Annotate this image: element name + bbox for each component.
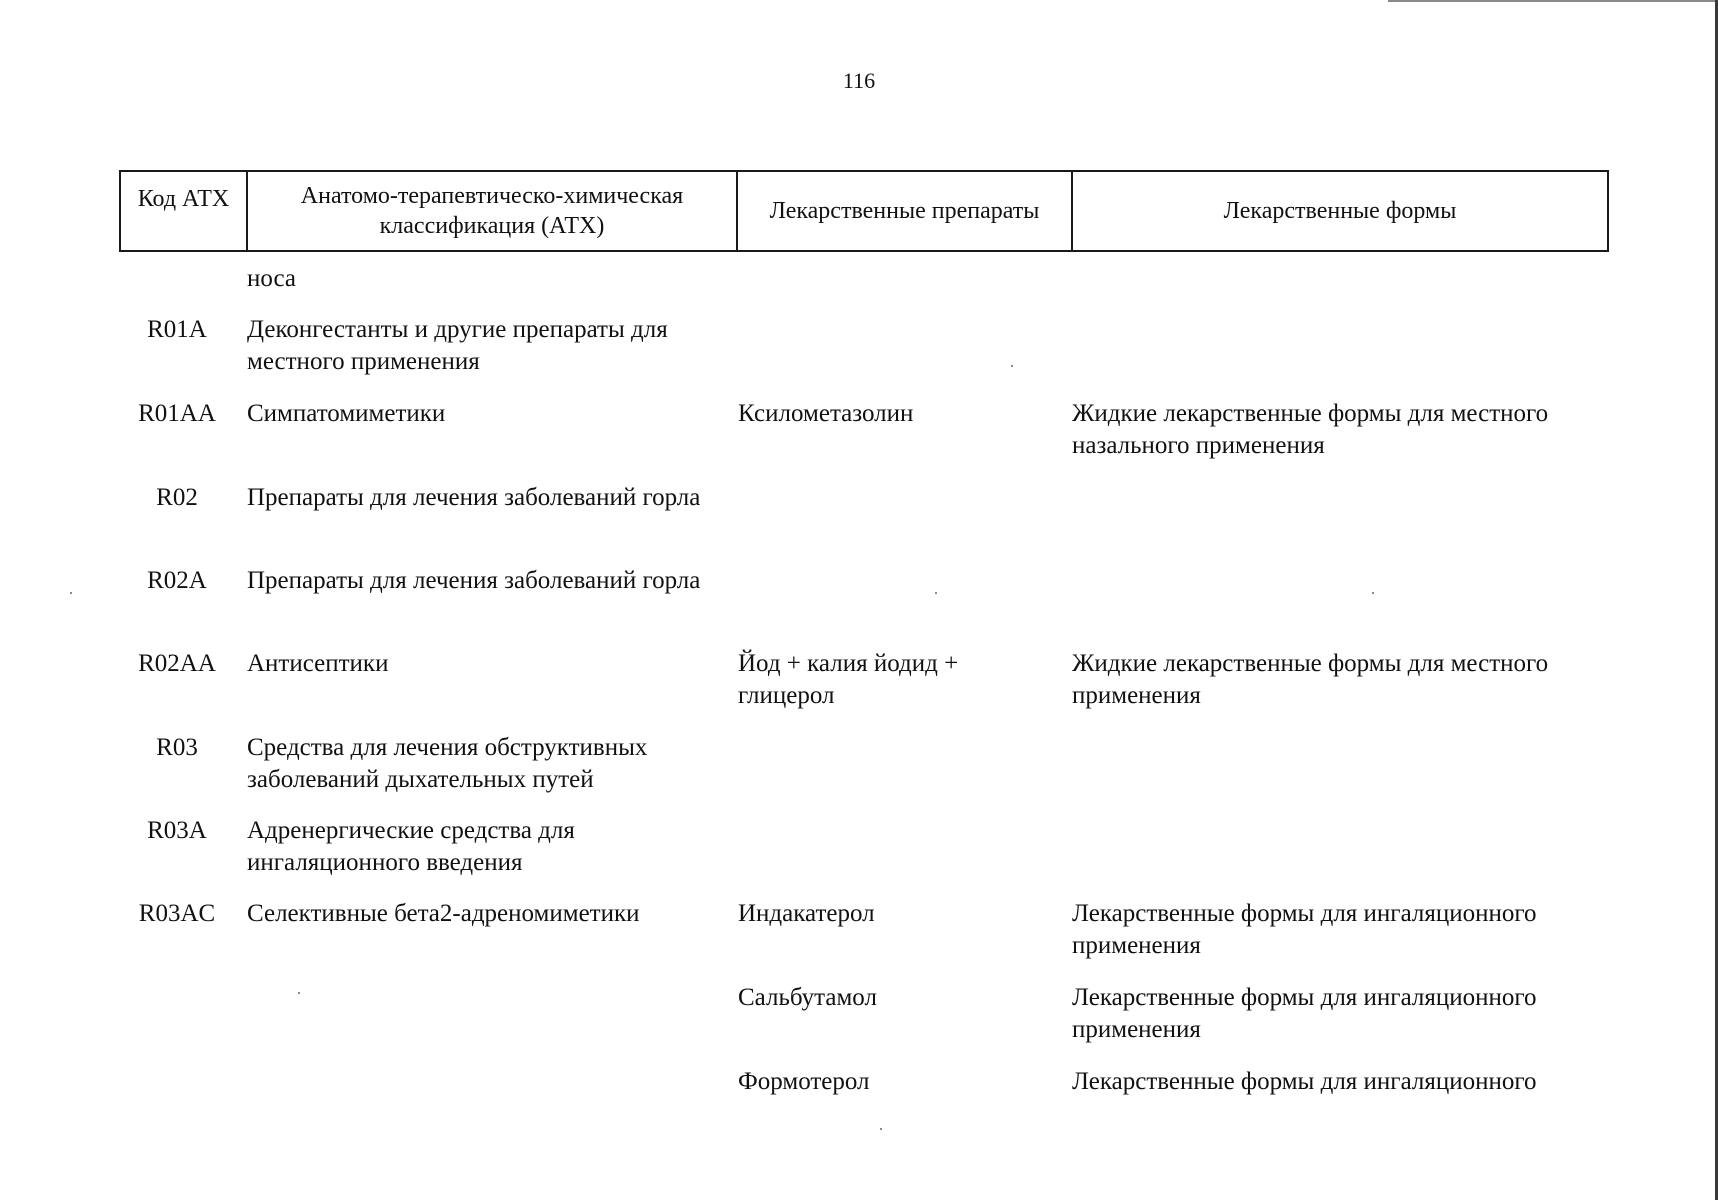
row-atc: Препараты для лечения заболеваний горла bbox=[247, 567, 701, 594]
scan-speck bbox=[1011, 365, 1013, 367]
row-atc: Адренергические средства для ингаляционного введения bbox=[247, 817, 575, 876]
row-form: Жидкие лекарственные формы для местного назального применения bbox=[1072, 400, 1549, 459]
row-drug: Йод + калия йодид + глицерол bbox=[738, 650, 959, 709]
row-code: R01A bbox=[147, 316, 207, 343]
row-code: R02A bbox=[147, 567, 207, 594]
scan-speck bbox=[1372, 592, 1374, 594]
row-code: R02 bbox=[156, 484, 198, 511]
row-atc: Деконгестанты и другие препараты для местного применения bbox=[247, 316, 668, 375]
row-code: R03A bbox=[147, 817, 207, 844]
row-drug: Сальбутамол bbox=[738, 984, 877, 1011]
header-code: Код АТХ bbox=[121, 172, 248, 250]
scan-speck bbox=[880, 1128, 882, 1130]
scan-speck bbox=[935, 592, 937, 594]
row-form: Жидкие лекарственные формы для местного применения bbox=[1072, 650, 1549, 709]
row-atc: Препараты для лечения заболеваний горла bbox=[247, 484, 701, 511]
row-code: R01AA bbox=[138, 400, 216, 427]
row-atc: Средства для лечения обструктивных заболеваний дыхательных путей bbox=[247, 734, 648, 793]
row-drug: Индакатерол bbox=[738, 900, 875, 927]
row-atc: Антисептики bbox=[247, 650, 389, 677]
row-form: Лекарственные формы для ингаляционного применения bbox=[1072, 900, 1537, 959]
row-atc: Селективные бета2-адреномиметики bbox=[247, 900, 640, 927]
row-form: Лекарственные формы для ингаляционного применения bbox=[1072, 984, 1537, 1043]
row-code: R03AC bbox=[138, 900, 216, 927]
scan-speck bbox=[70, 592, 72, 594]
header-dosage-forms: Лекарственные формы bbox=[1223, 198, 1457, 224]
header-drugs: Лекарственные препараты bbox=[738, 172, 1073, 250]
row-code: R03 bbox=[156, 734, 198, 761]
page-number: 116 bbox=[842, 68, 876, 93]
row-drug: Ксилометазолин bbox=[738, 400, 914, 427]
row-drug: Формотерол bbox=[738, 1068, 870, 1095]
row-code: R02AA bbox=[138, 650, 216, 677]
row-form: Лекарственные формы для ингаляционного bbox=[1072, 1068, 1537, 1095]
scan-speck bbox=[298, 992, 300, 994]
row-atc: носа bbox=[247, 265, 296, 292]
header-atc-classification: Анатомо-терапевтическо-химическая классификация (АТХ) bbox=[248, 172, 738, 250]
row-atc: Симпатомиметики bbox=[247, 400, 446, 427]
